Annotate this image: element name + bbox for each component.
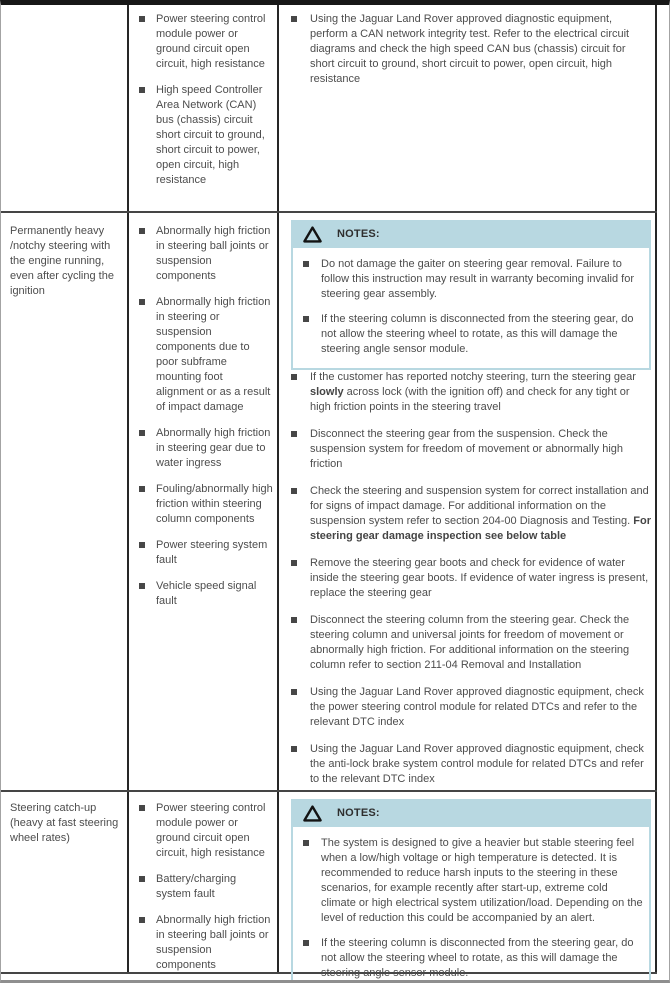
action-text: Using the Jaguar Land Rover approved diagnostic equipment, perform a CAN network integrity test. Refer to the electrical circuit diagrams and check the high speed CAN bus (chassis) circuit for short circuit to ground, short circuit to power, open circuit, high resistance (310, 13, 630, 85)
action-text (310, 370, 651, 415)
notes-box (291, 220, 651, 370)
action-text-segment-bold: slowly (310, 386, 344, 398)
bullet-square-icon (139, 876, 145, 882)
bullet-square-icon (139, 299, 145, 305)
cause-text: Abnormally high friction in steering or suspension components due to poor subframe mounting foot alignment or as a result of impact damage (156, 296, 271, 413)
cause-text: Abnormally high friction in steering gear due to water ingress (156, 427, 271, 469)
cause-item (139, 482, 273, 527)
action-text-segment: across lock (with the ignition off) and check for any tight or high friction points in the steering travel (310, 386, 630, 413)
action-cell (279, 5, 657, 211)
bullet-square-icon (139, 917, 145, 923)
note-text: If the steering column is disconnected from the steering gear, do not allow the steering wheel to rotate, as this will damage the steering angle sensor module. (321, 313, 634, 355)
action-cell (279, 792, 657, 979)
cause-item (139, 872, 273, 902)
notes-body (291, 827, 651, 983)
possible-causes-cell (129, 792, 279, 972)
bullet-square-icon (139, 805, 145, 811)
notes-header (291, 220, 651, 248)
bullet-square-icon (291, 488, 297, 494)
bullet-square-icon (291, 689, 297, 695)
cause-text: Battery/charging system fault (156, 873, 237, 900)
symptom-text: Steering catch-up (heavy at fast steering wheel rates) (10, 802, 119, 844)
table-row (1, 213, 657, 792)
bullet-square-icon (139, 16, 145, 22)
bullet-square-icon (291, 746, 297, 752)
notes-title: NOTES: (337, 806, 380, 819)
action-text-segment: If the customer has reported notchy steering, turn the steering gear (310, 371, 636, 383)
cause-item (139, 295, 273, 415)
symptom-text: Permanently heavy /notchy steering with the engine running, even after cycling the ignition (10, 225, 114, 297)
cause-text: High speed Controller Area Network (CAN) bus (chassis) circuit short circuit to ground, short circuit to power, open circuit, high resistance (156, 84, 265, 186)
action-list (291, 370, 651, 787)
action-text: Disconnect the steering column from the steering gear. Check the steering column and universal joints for freedom of movement or abnormally high friction. For additional information on the steering column refer to section 211-04 Removal and Installation (310, 614, 630, 671)
action-text: Using the Jaguar Land Rover approved diagnostic equipment, check the anti-lock brake system control module for related DTCs and refer to the relevant DTC index (310, 743, 644, 785)
action-list (291, 12, 651, 87)
action-text: Using the Jaguar Land Rover approved diagnostic equipment, check the power steering control module for related DTCs and refer to the relevant DTC index (310, 686, 644, 728)
action-item (291, 484, 651, 544)
cause-item (139, 913, 273, 973)
causes-list (139, 224, 273, 609)
symptom-cell (1, 213, 129, 790)
cause-item (139, 83, 273, 188)
cause-item (139, 426, 273, 471)
notes-header (291, 799, 651, 827)
causes-list (139, 12, 273, 188)
bullet-square-icon (291, 16, 297, 22)
cause-item (139, 224, 273, 284)
cause-text: Power steering control module power or ground circuit open circuit, high resistance (156, 802, 266, 859)
notes-list (303, 257, 643, 357)
bullet-square-icon (303, 261, 309, 267)
action-cell (279, 213, 657, 790)
warning-triangle-icon (302, 804, 323, 823)
bullet-square-icon (139, 542, 145, 548)
bullet-square-icon (291, 560, 297, 566)
action-text-segment-bold: For steering gear damage inspection see below table (310, 515, 651, 542)
cause-text: Vehicle speed signal fault (156, 580, 257, 607)
note-text: The system is designed to give a heavier but stable steering feel when a low/high voltage or high temperature is detected. It is recommended to reduce harsh inputs to the steering in these scenarios, for example recently after start-up, extreme cold climate or high electrical system utilization/load. Depending on the level of reduction this could be accompanied by an alert. (321, 837, 643, 924)
symptom-cell (1, 5, 129, 211)
cause-item (139, 801, 273, 861)
bullet-square-icon (291, 431, 297, 437)
action-item (291, 742, 651, 787)
action-text-segment: Check the steering and suspension system for correct installation and for signs of impact damage. For additional information on the suspension system refer to section 204-00 Diagnosis and Testing. (310, 485, 649, 527)
possible-causes-cell (129, 5, 279, 211)
bullet-square-icon (303, 316, 309, 322)
note-text: Do not damage the gaiter on steering gear removal. Failure to follow this instruction may result in warranty becoming invalid for steering gear assembly. (321, 258, 635, 300)
action-item (291, 556, 651, 601)
possible-causes-cell (129, 213, 279, 790)
causes-list (139, 801, 273, 973)
cause-text: Fouling/abnormally high friction within steering column components (156, 483, 273, 525)
note-item (303, 312, 643, 357)
action-item (291, 12, 651, 87)
cause-text: Power steering control module power or ground circuit open circuit, high resistance (156, 13, 266, 70)
action-item (291, 370, 651, 415)
bullet-square-icon (139, 583, 145, 589)
action-text (310, 484, 651, 544)
bullet-square-icon (139, 87, 145, 93)
cause-item (139, 12, 273, 72)
notes-box (291, 799, 651, 983)
note-text: If the steering column is disconnected from the steering gear, do not allow the steering wheel to rotate, as this will damage the steering angle sensor module. (321, 937, 634, 979)
notes-title: NOTES: (337, 227, 380, 240)
action-text: Disconnect the steering gear from the suspension. Check the suspension system for freedom of movement or abnormally high friction (310, 428, 624, 470)
symptom-cell (1, 792, 129, 972)
note-item (303, 836, 643, 926)
bullet-square-icon (291, 374, 297, 380)
note-item (303, 257, 643, 302)
bullet-square-icon (139, 228, 145, 234)
cause-text: Abnormally high friction in steering ball joints or suspension components (156, 225, 271, 282)
cause-item (139, 579, 273, 609)
action-text: Remove the steering gear boots and check for evidence of water inside the steering gear boots. If evidence of water ingress is present, replace the steering gear (310, 557, 649, 599)
table-row (1, 792, 657, 979)
bullet-square-icon (303, 940, 309, 946)
bullet-square-icon (291, 617, 297, 623)
bullet-square-icon (139, 486, 145, 492)
action-item (291, 427, 651, 472)
table-row (1, 5, 657, 213)
notes-body (291, 248, 651, 370)
cause-text: Power steering system fault (156, 539, 268, 566)
cause-text: Abnormally high friction in steering ball joints or suspension components (156, 914, 271, 971)
bullet-square-icon (303, 840, 309, 846)
action-item (291, 613, 651, 673)
notes-list (303, 836, 643, 981)
warning-triangle-icon (302, 225, 323, 244)
bullet-square-icon (139, 430, 145, 436)
cause-item (139, 538, 273, 568)
note-item (303, 936, 643, 981)
action-item (291, 685, 651, 730)
